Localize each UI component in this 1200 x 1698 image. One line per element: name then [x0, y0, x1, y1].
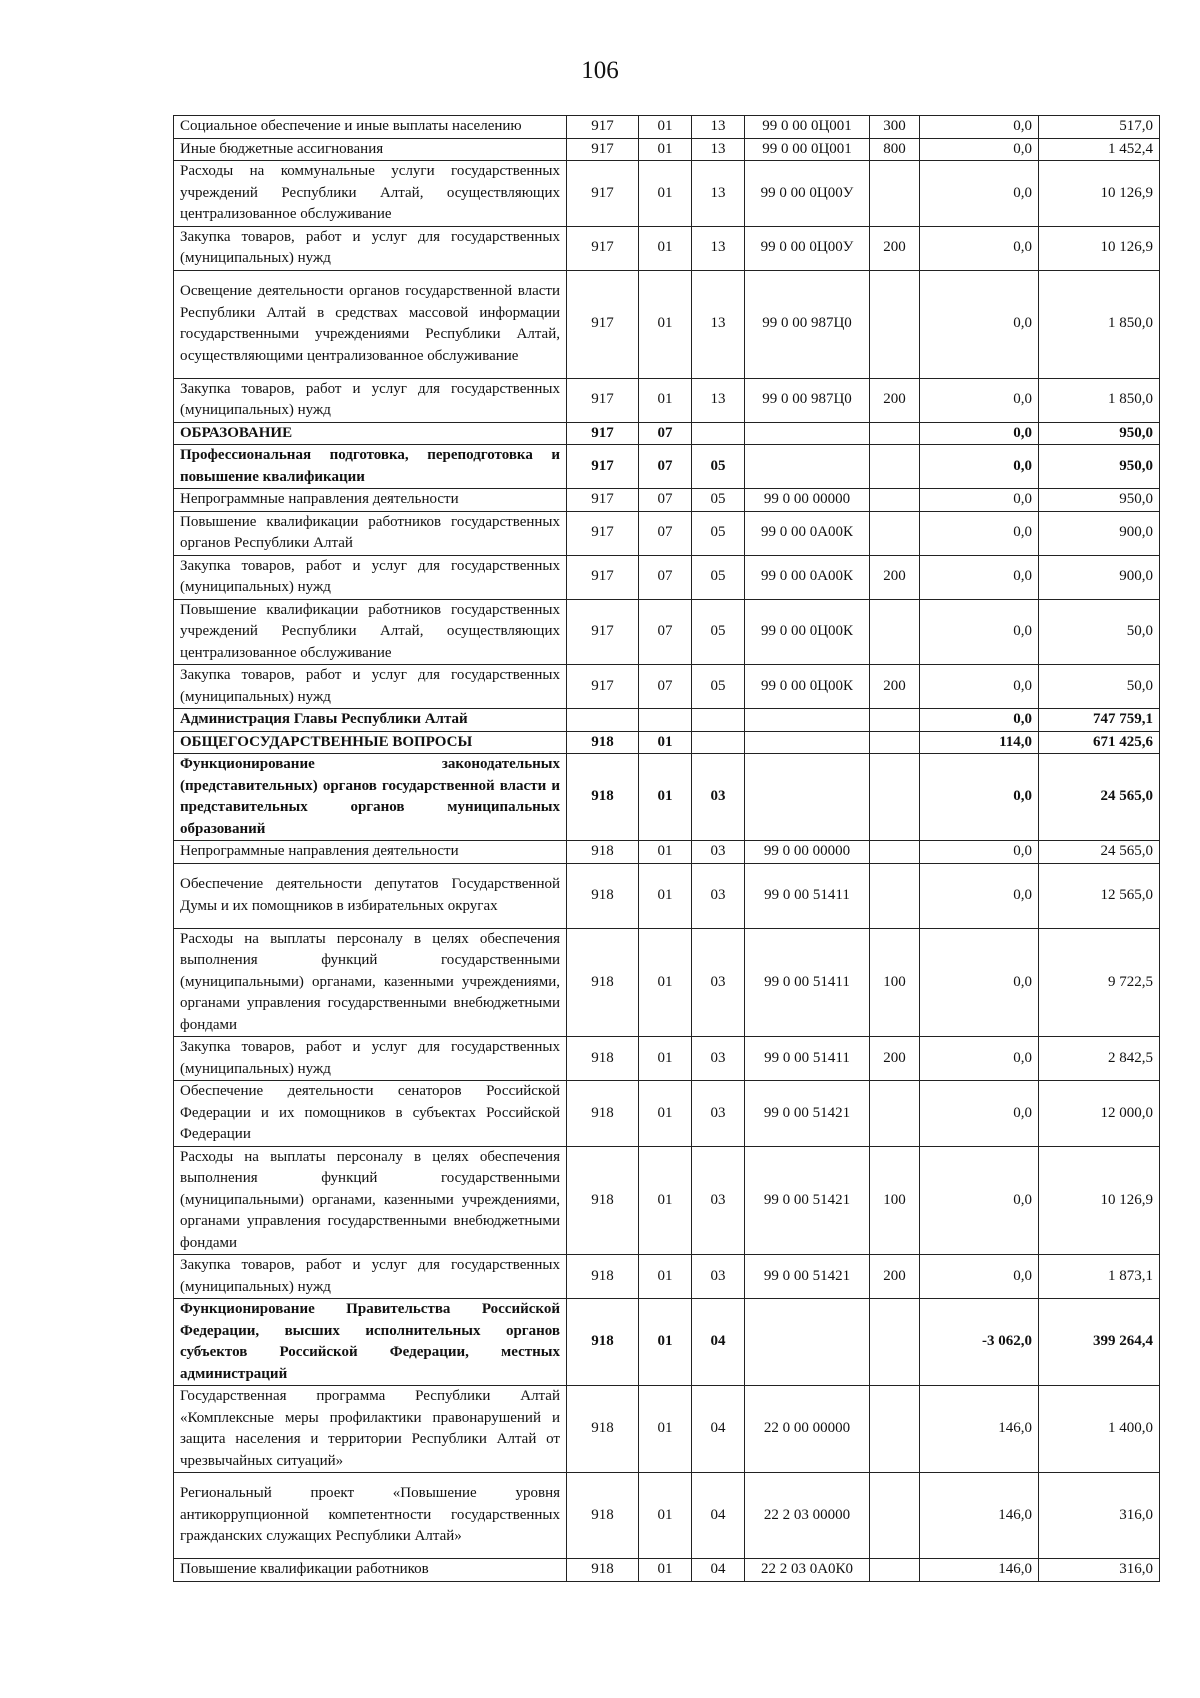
row-vr: [870, 489, 920, 512]
row-pr: 05: [692, 489, 745, 512]
row-vr: [870, 270, 920, 378]
row-sum: 517,0: [1039, 116, 1160, 139]
row-vr: [870, 511, 920, 555]
row-pr: 13: [692, 116, 745, 139]
row-rz: 01: [639, 1037, 692, 1081]
row-csr: 22 0 00 00000: [745, 1386, 870, 1473]
row-csr: 99 0 00 0А00К: [745, 555, 870, 599]
row-change: 0,0: [920, 226, 1039, 270]
row-change: 0,0: [920, 1146, 1039, 1255]
row-pr: 13: [692, 270, 745, 378]
row-change: 0,0: [920, 270, 1039, 378]
row-sum: 24 565,0: [1039, 754, 1160, 841]
row-name: Обеспечение деятельности депутатов Государственной Думы и их помощников в избирательных округах: [174, 863, 567, 928]
row-name: Повышение квалификации работников государственных учреждений Республики Алтай, осуществляющих централизованное обслуживание: [174, 599, 567, 665]
row-rz: 01: [639, 1386, 692, 1473]
row-pr: 13: [692, 378, 745, 422]
row-rz: 07: [639, 489, 692, 512]
row-name: Закупка товаров, работ и услуг для государственных (муниципальных) нужд: [174, 1037, 567, 1081]
row-change: 0,0: [920, 116, 1039, 139]
row-rz: [639, 709, 692, 732]
row-rz: 01: [639, 1081, 692, 1147]
row-name: Функционирование законодательных (представительных) органов государственной власти и представительных органов муниципальных образований: [174, 754, 567, 841]
row-change: 114,0: [920, 731, 1039, 754]
row-vr: 100: [870, 1146, 920, 1255]
row-csr: 99 0 00 00000: [745, 489, 870, 512]
row-vr: [870, 841, 920, 864]
row-name: Закупка товаров, работ и услуг для государственных (муниципальных) нужд: [174, 555, 567, 599]
row-vr: 200: [870, 665, 920, 709]
row-rz: 01: [639, 731, 692, 754]
table-row: [174, 116, 1160, 139]
row-sum: 950,0: [1039, 422, 1160, 445]
row-pr: 05: [692, 555, 745, 599]
row-name: Закупка товаров, работ и услуг для государственных (муниципальных) нужд: [174, 378, 567, 422]
row-sum: 10 126,9: [1039, 226, 1160, 270]
row-pr: 03: [692, 1255, 745, 1299]
row-sum: 747 759,1: [1039, 709, 1160, 732]
row-csr: 99 0 00 51421: [745, 1255, 870, 1299]
row-sum: 12 000,0: [1039, 1081, 1160, 1147]
row-vr: 200: [870, 1037, 920, 1081]
row-gr: 917: [567, 555, 639, 599]
row-vr: 200: [870, 378, 920, 422]
row-vr: 100: [870, 928, 920, 1037]
row-csr: [745, 709, 870, 732]
row-change: 0,0: [920, 928, 1039, 1037]
row-rz: 01: [639, 161, 692, 227]
row-gr: 918: [567, 1299, 639, 1386]
row-change: 0,0: [920, 511, 1039, 555]
table-row: [174, 1146, 1160, 1255]
row-gr: 918: [567, 1146, 639, 1255]
row-name: Расходы на коммунальные услуги государственных учреждений Республики Алтай, осуществляющих централизованное обслуживание: [174, 161, 567, 227]
row-pr: 05: [692, 599, 745, 665]
row-csr: [745, 731, 870, 754]
table-row: [174, 928, 1160, 1037]
row-rz: 07: [639, 665, 692, 709]
row-change: 0,0: [920, 1081, 1039, 1147]
row-vr: 200: [870, 555, 920, 599]
row-change: 0,0: [920, 555, 1039, 599]
row-gr: 917: [567, 161, 639, 227]
row-gr: 918: [567, 1081, 639, 1147]
row-gr: 918: [567, 1037, 639, 1081]
row-pr: 04: [692, 1559, 745, 1582]
row-rz: 01: [639, 378, 692, 422]
row-rz: 01: [639, 1473, 692, 1559]
row-change: 0,0: [920, 841, 1039, 864]
table-row: [174, 863, 1160, 928]
row-rz: 07: [639, 422, 692, 445]
row-name: Закупка товаров, работ и услуг для государственных (муниципальных) нужд: [174, 226, 567, 270]
row-change: 0,0: [920, 754, 1039, 841]
table-row: [174, 555, 1160, 599]
row-csr: 99 0 00 0Ц001: [745, 138, 870, 161]
row-vr: 200: [870, 1255, 920, 1299]
row-vr: [870, 422, 920, 445]
row-csr: 22 2 03 0А0К0: [745, 1559, 870, 1582]
row-gr: 917: [567, 445, 639, 489]
row-change: 0,0: [920, 422, 1039, 445]
row-change: 146,0: [920, 1386, 1039, 1473]
row-sum: 2 842,5: [1039, 1037, 1160, 1081]
row-sum: 50,0: [1039, 599, 1160, 665]
row-sum: 316,0: [1039, 1473, 1160, 1559]
row-sum: 900,0: [1039, 511, 1160, 555]
row-rz: 01: [639, 863, 692, 928]
row-pr: 03: [692, 928, 745, 1037]
table-row: [174, 1559, 1160, 1582]
row-name: Непрограммные направления деятельности: [174, 841, 567, 864]
row-vr: [870, 445, 920, 489]
row-change: 0,0: [920, 863, 1039, 928]
row-gr: 917: [567, 511, 639, 555]
row-csr: 99 0 00 00000: [745, 841, 870, 864]
row-pr: 03: [692, 1146, 745, 1255]
row-pr: [692, 709, 745, 732]
row-name: Расходы на выплаты персоналу в целях обеспечения выполнения функций государственными (муниципальными) органами, казенными учреждениями, органами управления государственными внебюджетными фондами: [174, 1146, 567, 1255]
table-row: [174, 445, 1160, 489]
row-gr: 917: [567, 489, 639, 512]
row-rz: 07: [639, 555, 692, 599]
row-vr: 200: [870, 226, 920, 270]
row-change: 0,0: [920, 1255, 1039, 1299]
row-pr: 05: [692, 665, 745, 709]
row-rz: 07: [639, 599, 692, 665]
row-name: ОБРАЗОВАНИЕ: [174, 422, 567, 445]
table-row: [174, 161, 1160, 227]
row-gr: 918: [567, 1255, 639, 1299]
row-name: Освещение деятельности органов государственной власти Республики Алтай в средствах массовой информации государственными учреждениями Республики Алтай, осуществляющими централизованное обслуживание: [174, 270, 567, 378]
row-gr: 917: [567, 422, 639, 445]
row-change: 0,0: [920, 709, 1039, 732]
table-row: [174, 1386, 1160, 1473]
table-row: [174, 1255, 1160, 1299]
row-gr: 917: [567, 270, 639, 378]
row-csr: 99 0 00 0Ц00К: [745, 665, 870, 709]
row-sum: 900,0: [1039, 555, 1160, 599]
row-vr: [870, 599, 920, 665]
row-csr: [745, 1299, 870, 1386]
row-vr: [870, 731, 920, 754]
row-pr: 03: [692, 863, 745, 928]
row-rz: 01: [639, 841, 692, 864]
row-csr: [745, 445, 870, 489]
row-gr: 918: [567, 754, 639, 841]
table-row: [174, 422, 1160, 445]
row-gr: 918: [567, 841, 639, 864]
row-sum: 50,0: [1039, 665, 1160, 709]
row-sum: 1 850,0: [1039, 270, 1160, 378]
table-row: [174, 226, 1160, 270]
table-row: [174, 841, 1160, 864]
row-pr: 13: [692, 161, 745, 227]
row-name: Повышение квалификации работников: [174, 1559, 567, 1582]
row-csr: [745, 754, 870, 841]
table-row: [174, 1081, 1160, 1147]
row-csr: 99 0 00 51421: [745, 1081, 870, 1147]
row-name: Расходы на выплаты персоналу в целях обеспечения выполнения функций государственными (муниципальными) органами, казенными учреждениями, органами управления государственными внебюджетными фондами: [174, 928, 567, 1037]
row-change: 146,0: [920, 1473, 1039, 1559]
row-change: 146,0: [920, 1559, 1039, 1582]
row-vr: [870, 161, 920, 227]
row-change: 0,0: [920, 378, 1039, 422]
row-csr: 99 0 00 0А00К: [745, 511, 870, 555]
table-row: [174, 599, 1160, 665]
row-pr: 05: [692, 511, 745, 555]
row-sum: 12 565,0: [1039, 863, 1160, 928]
row-pr: 05: [692, 445, 745, 489]
row-change: 0,0: [920, 445, 1039, 489]
row-name: Социальное обеспечение и иные выплаты населению: [174, 116, 567, 139]
row-sum: 316,0: [1039, 1559, 1160, 1582]
row-name: Профессиональная подготовка, переподготовка и повышение квалификации: [174, 445, 567, 489]
row-csr: 99 0 00 0Ц001: [745, 116, 870, 139]
row-gr: 918: [567, 1473, 639, 1559]
row-name: Непрограммные направления деятельности: [174, 489, 567, 512]
row-pr: 03: [692, 1037, 745, 1081]
row-vr: [870, 1473, 920, 1559]
row-pr: 13: [692, 226, 745, 270]
budget-table: [173, 115, 1160, 1582]
row-vr: [870, 1081, 920, 1147]
row-sum: 10 126,9: [1039, 161, 1160, 227]
row-sum: 950,0: [1039, 489, 1160, 512]
table-row: [174, 270, 1160, 378]
row-csr: 99 0 00 51411: [745, 863, 870, 928]
row-pr: 03: [692, 754, 745, 841]
row-sum: 1 452,4: [1039, 138, 1160, 161]
table-row: [174, 489, 1160, 512]
row-rz: 01: [639, 1559, 692, 1582]
row-sum: 9 722,5: [1039, 928, 1160, 1037]
row-pr: 13: [692, 138, 745, 161]
row-csr: 99 0 00 51421: [745, 1146, 870, 1255]
row-rz: 01: [639, 116, 692, 139]
table-row: [174, 138, 1160, 161]
row-csr: 99 0 00 987Ц0: [745, 270, 870, 378]
row-csr: 22 2 03 00000: [745, 1473, 870, 1559]
row-rz: 01: [639, 1299, 692, 1386]
row-name: Государственная программа Республики Алтай «Комплексные меры профилактики правонарушений и защита населения и территории Республики Алтай от чрезвычайных ситуаций»: [174, 1386, 567, 1473]
row-rz: 01: [639, 754, 692, 841]
row-name: Региональный проект «Повышение уровня антикоррупционной компетентности государственных гражданских служащих Республики Алтай»: [174, 1473, 567, 1559]
row-vr: [870, 863, 920, 928]
row-change: -3 062,0: [920, 1299, 1039, 1386]
row-csr: 99 0 00 0Ц00У: [745, 226, 870, 270]
row-vr: [870, 709, 920, 732]
row-vr: [870, 754, 920, 841]
row-rz: 07: [639, 445, 692, 489]
row-vr: [870, 1386, 920, 1473]
table-row: [174, 754, 1160, 841]
row-gr: 917: [567, 116, 639, 139]
row-rz: 01: [639, 138, 692, 161]
row-sum: 1 400,0: [1039, 1386, 1160, 1473]
row-sum: 399 264,4: [1039, 1299, 1160, 1386]
page-number: 106: [581, 57, 619, 84]
row-name: Закупка товаров, работ и услуг для государственных (муниципальных) нужд: [174, 665, 567, 709]
row-pr: 04: [692, 1473, 745, 1559]
row-sum: 10 126,9: [1039, 1146, 1160, 1255]
table-row: [174, 709, 1160, 732]
row-pr: 03: [692, 841, 745, 864]
row-pr: 03: [692, 1081, 745, 1147]
row-sum: 1 873,1: [1039, 1255, 1160, 1299]
row-name: Закупка товаров, работ и услуг для государственных (муниципальных) нужд: [174, 1255, 567, 1299]
row-name: ОБЩЕГОСУДАРСТВЕННЫЕ ВОПРОСЫ: [174, 731, 567, 754]
table-row: [174, 1299, 1160, 1386]
row-vr: [870, 1559, 920, 1582]
row-rz: 01: [639, 270, 692, 378]
row-gr: [567, 709, 639, 732]
row-change: 0,0: [920, 161, 1039, 227]
row-rz: 01: [639, 928, 692, 1037]
table-row: [174, 731, 1160, 754]
row-gr: 917: [567, 665, 639, 709]
row-csr: 99 0 00 987Ц0: [745, 378, 870, 422]
table-row: [174, 665, 1160, 709]
table-row: [174, 1473, 1160, 1559]
row-gr: 917: [567, 226, 639, 270]
row-name: Иные бюджетные ассигнования: [174, 138, 567, 161]
table-row: [174, 511, 1160, 555]
row-csr: 99 0 00 51411: [745, 1037, 870, 1081]
row-rz: 01: [639, 1255, 692, 1299]
row-pr: [692, 731, 745, 754]
row-csr: 99 0 00 0Ц00У: [745, 161, 870, 227]
row-name: Обеспечение деятельности сенаторов Российской Федерации и их помощников в субъектах Российской Федерации: [174, 1081, 567, 1147]
row-change: 0,0: [920, 489, 1039, 512]
row-rz: 07: [639, 511, 692, 555]
row-name: Функционирование Правительства Российской Федерации, высших исполнительных органов субъектов Российской Федерации, местных администраций: [174, 1299, 567, 1386]
row-gr: 918: [567, 1559, 639, 1582]
row-rz: 01: [639, 226, 692, 270]
row-pr: 04: [692, 1299, 745, 1386]
row-change: 0,0: [920, 599, 1039, 665]
table-body: [174, 116, 1160, 1582]
row-change: 0,0: [920, 138, 1039, 161]
row-gr: 918: [567, 863, 639, 928]
row-gr: 918: [567, 731, 639, 754]
row-pr: 04: [692, 1386, 745, 1473]
row-csr: 99 0 00 0Ц00К: [745, 599, 870, 665]
row-sum: 950,0: [1039, 445, 1160, 489]
row-sum: 1 850,0: [1039, 378, 1160, 422]
row-sum: 24 565,0: [1039, 841, 1160, 864]
row-rz: 01: [639, 1146, 692, 1255]
row-change: 0,0: [920, 1037, 1039, 1081]
row-sum: 671 425,6: [1039, 731, 1160, 754]
row-gr: 918: [567, 1386, 639, 1473]
row-name: Администрация Главы Республики Алтай: [174, 709, 567, 732]
row-csr: 99 0 00 51411: [745, 928, 870, 1037]
row-vr: 300: [870, 116, 920, 139]
row-pr: [692, 422, 745, 445]
row-vr: [870, 1299, 920, 1386]
table-row: [174, 1037, 1160, 1081]
row-name: Повышение квалификации работников государственных органов Республики Алтай: [174, 511, 567, 555]
row-gr: 918: [567, 928, 639, 1037]
row-change: 0,0: [920, 665, 1039, 709]
row-csr: [745, 422, 870, 445]
row-vr: 800: [870, 138, 920, 161]
row-gr: 917: [567, 599, 639, 665]
table-row: [174, 378, 1160, 422]
row-gr: 917: [567, 378, 639, 422]
row-gr: 917: [567, 138, 639, 161]
